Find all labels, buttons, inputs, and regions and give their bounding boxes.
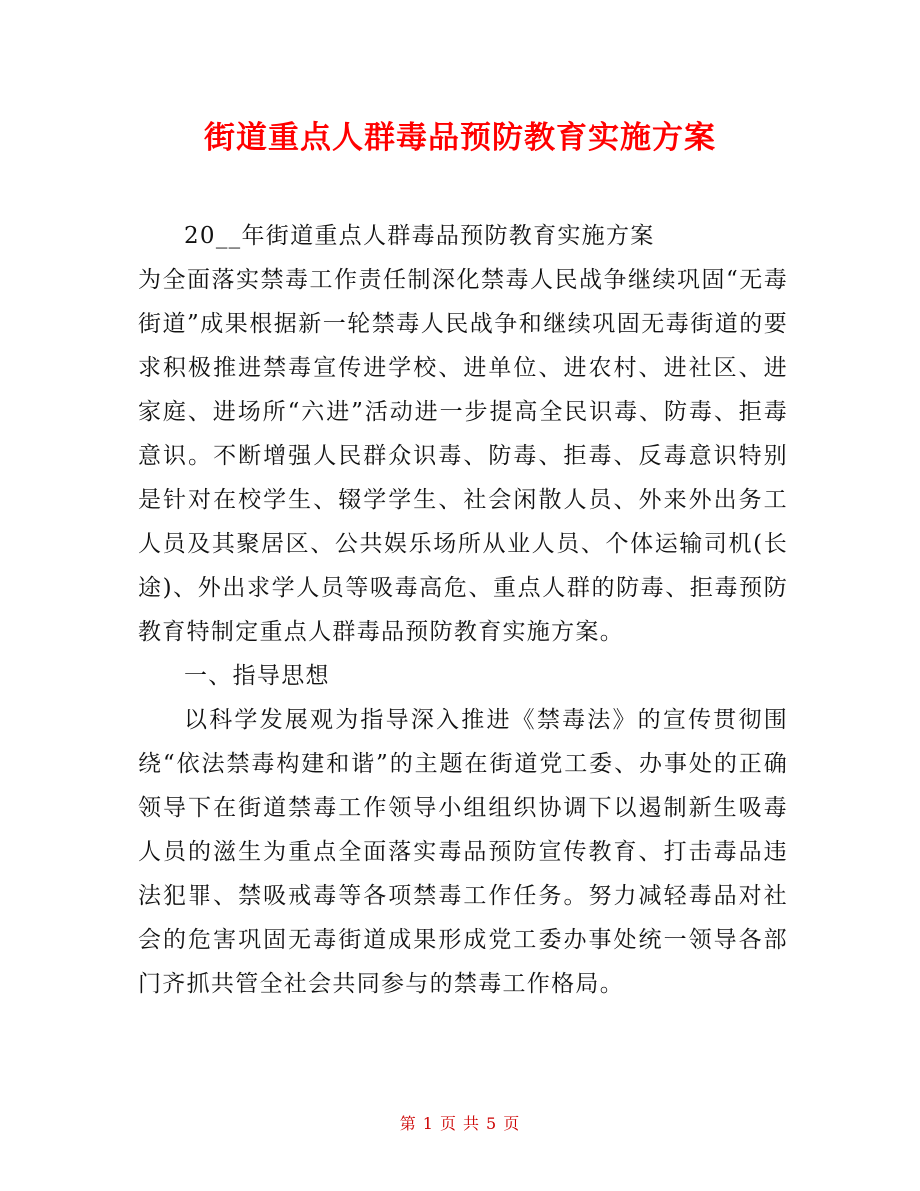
paragraph-guiding-thought: 以科学发展观为指导深入推进《禁毒法》的宣传贯彻围绕“依法禁毒构建和谐”的主题在街道党工委、办事处的正确领导下在街道禁毒工作领导小组组织协调下以遏制新生吸毒人员的滋生为重点全面落实毒品预防宣传教育、打击毒品违法犯罪、禁吸戒毒等各项禁毒工作任务。努力减轻毒品对社会的危害巩固无毒街道成果形成党工委办事处统一领导各部门齐抓共管全社会共同参与的禁毒工作格局。 (138, 707, 788, 997)
paragraph-subtitle: 20__年街道重点人群毒品预防教育实施方案 (184, 223, 655, 249)
footer-mid: 页 共 (439, 1114, 481, 1133)
footer-current-page: 1 (422, 1114, 434, 1133)
page-footer (0, 1113, 920, 1135)
document-body (138, 214, 788, 1006)
section-heading-guiding-thought: 一、指导思想 (184, 663, 330, 689)
footer-prefix: 第 (399, 1114, 417, 1133)
document-title: 街道重点人群毒品预防教育实施方案 (204, 120, 716, 156)
paragraph-intro: 为全面落实禁毒工作责任制深化禁毒人民战争继续巩固“无毒街道”成果根据新一轮禁毒人民战争和继续巩固无毒街道的要求积极推进禁毒宣传进学校、进单位、进农村、进社区、进家庭、进场所“六进”活动进一步提高全民识毒、防毒、拒毒意识。不断增强人民群众识毒、防毒、拒毒、反毒意识特别是针对在校学生、辍学学生、社会闲散人员、外来外出务工人员及其聚居区、公共娱乐场所从业人员、个体运输司机(长途)、外出求学人员等吸毒高危、重点人群的防毒、拒毒预防教育特制定重点人群毒品预防教育实施方案。 (138, 267, 788, 645)
footer-total-pages: 5 (486, 1114, 498, 1133)
footer-suffix: 页 (503, 1114, 521, 1133)
